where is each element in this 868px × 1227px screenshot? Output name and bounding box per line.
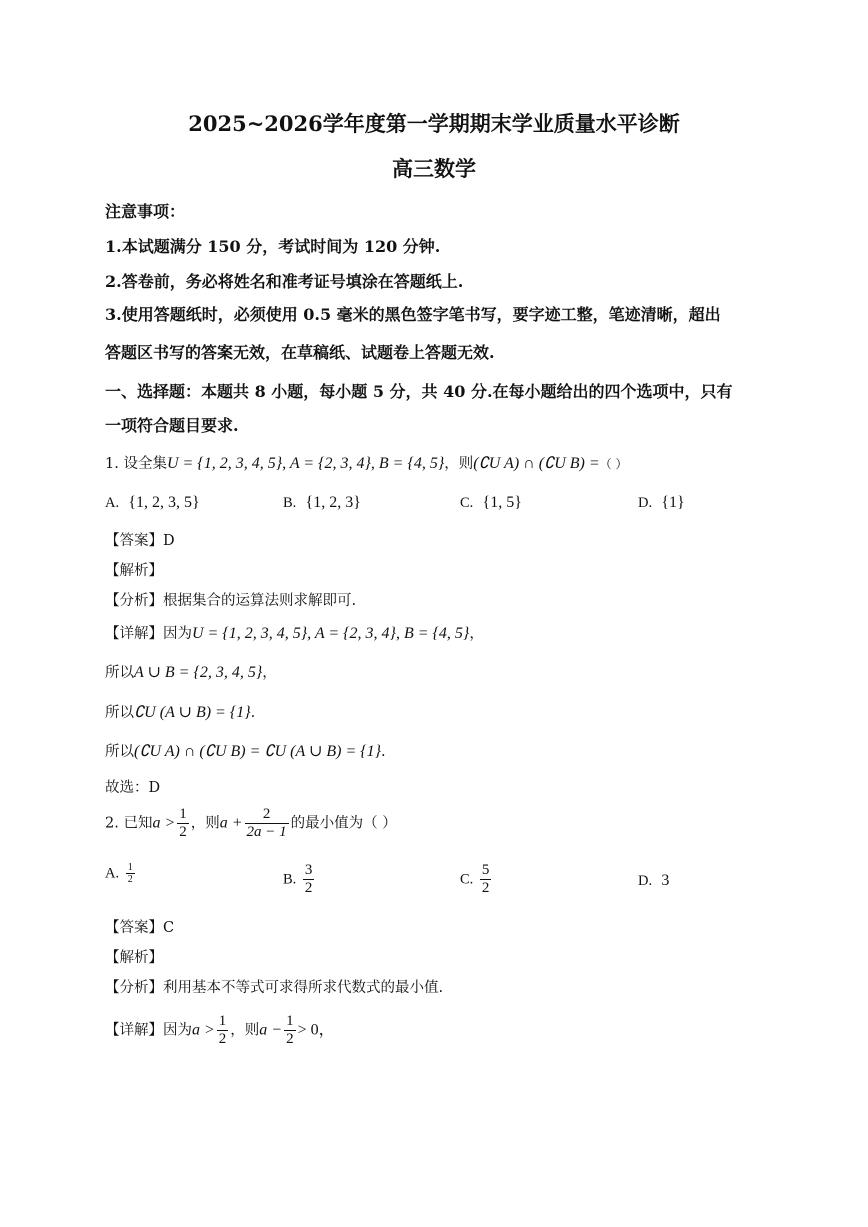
step-prefix: 所以 — [105, 744, 134, 760]
option-fraction — [126, 862, 135, 885]
section-heading-line-2: 一项符合题目要求. — [105, 416, 239, 435]
question-1-answer: 【答案】D — [105, 533, 175, 549]
note-item-1: 1.本试题满分 150 分，考试时间为 120 分钟. — [105, 237, 441, 256]
option-label: C. — [460, 871, 474, 888]
detail-condition-fraction — [217, 1013, 229, 1048]
option-value: 3 — [661, 872, 670, 889]
step-tail: . — [250, 705, 256, 721]
option-value: {1, 2, 3, 5} — [128, 494, 200, 511]
detail-heading: 【详解】因为 — [105, 626, 192, 642]
step-expression: A ∪ B = {2, 3, 4, 5} — [134, 664, 263, 681]
question-1-analysis-heading: 【解析】 — [105, 563, 163, 579]
question-1-step-1 — [105, 661, 277, 682]
question-2-answer: 【答案】C — [105, 920, 175, 936]
question-1-step-3 — [105, 740, 386, 761]
fraction-denominator: 2a − 1 — [246, 824, 287, 840]
option-label: D. — [638, 873, 653, 889]
option-value: {1, 5} — [482, 494, 522, 511]
step-tail: ， — [262, 665, 277, 681]
fraction-numerator: 2 — [262, 806, 271, 822]
option-label: A. — [105, 495, 120, 511]
note-item-2: 2.答卷前，务必将姓名和准考证号填涂在答题纸上. — [105, 272, 464, 291]
fraction-numerator: 1 — [127, 862, 133, 873]
question-1-set-definition: U = {1, 2, 3, 4, 5}, A = {2, 3, 4}, B = {4, 5} — [166, 455, 445, 472]
notes-heading: 注意事项： — [105, 202, 186, 221]
step-expression: ∁U (A ∪ B) = {1} — [134, 704, 251, 721]
question-1-stem — [105, 452, 627, 473]
detail-expression: U = {1, 2, 3, 4, 5}, A = {2, 3, 4}, B = {4, 5} — [192, 625, 470, 642]
question-2-analysis-heading: 【解析】 — [105, 950, 163, 966]
question-2-analysis: 【分析】利用基本不等式可求得所求代数式的最小值. — [105, 980, 444, 996]
note-item-3-line-2: 答题区书写的答案无效，在草稿纸、试题卷上答题无效. — [105, 343, 495, 362]
question-2-option-a — [105, 862, 137, 885]
fraction-numerator: 5 — [481, 862, 490, 878]
question-2-mid: ，则 — [190, 815, 220, 832]
fraction-denominator: 2 — [481, 880, 490, 896]
detail-heading: 【详解】因为 — [105, 1022, 192, 1039]
question-2-detail — [105, 1013, 335, 1048]
detail-mid: ，则 — [230, 1022, 260, 1039]
fraction-denominator: 2 — [218, 1031, 227, 1047]
option-label: B. — [283, 871, 297, 888]
question-1-option-c — [460, 494, 522, 512]
fraction-numerator: 1 — [179, 806, 187, 822]
detail-tail: > 0， — [297, 1021, 335, 1039]
question-1-option-b — [283, 494, 361, 512]
question-1-mid: ，则 — [444, 456, 474, 472]
question-1-option-a — [105, 494, 200, 512]
option-fraction — [480, 862, 492, 897]
question-1-choice: 故选：D — [105, 780, 161, 796]
step-prefix: 所以 — [105, 705, 134, 721]
option-fraction — [303, 862, 315, 897]
step-prefix: 所以 — [105, 665, 134, 681]
question-1-analysis: 【分析】根据集合的运算法则求解即可. — [105, 593, 357, 609]
question-2-stem — [105, 806, 397, 841]
fraction-denominator: 2 — [127, 874, 133, 885]
option-label: A. — [105, 865, 120, 882]
step-tail: . — [381, 744, 386, 760]
fraction-numerator: 3 — [304, 862, 313, 878]
fraction-numerator: 1 — [286, 1013, 294, 1029]
page-title: 2025~2026学年度第一学期期末学业质量水平诊断 — [188, 111, 680, 136]
question-1-expression: (∁U A) ∩ (∁U B) = — [473, 455, 600, 472]
detail-expression: a − — [259, 1021, 283, 1039]
note-item-3-line-1: 3.使用答题纸时，必须使用 0.5 毫米的黑色签字笔书写，要字迹工整，笔迹清晰，超出 — [105, 305, 721, 324]
question-2-expression-fraction — [245, 806, 289, 841]
option-label: B. — [283, 495, 297, 511]
question-1-prefix: 1. 设全集 — [105, 456, 167, 472]
question-2-tail: 的最小值为（ ） — [290, 815, 397, 832]
option-value: {1, 2, 3} — [305, 494, 361, 511]
detail-expression-fraction — [284, 1013, 296, 1048]
question-2-option-d — [638, 872, 669, 890]
detail-tail: ， — [469, 626, 484, 642]
question-2-prefix: 2. 已知 — [105, 815, 153, 832]
fraction-denominator: 2 — [179, 824, 187, 840]
option-label: D. — [638, 495, 653, 511]
fraction-denominator: 2 — [304, 880, 313, 896]
step-expression: (∁U A) ∩ (∁U B) = ∁U (A ∪ B) = {1} — [134, 743, 382, 760]
question-1-detail — [105, 622, 484, 643]
option-value: {1} — [661, 494, 685, 511]
question-2-condition-fraction — [177, 806, 189, 841]
fraction-denominator: 2 — [286, 1031, 294, 1047]
fraction-numerator: 1 — [218, 1013, 227, 1029]
question-1-blank: （ ） — [599, 457, 628, 471]
section-heading-line-1: 一、选择题：本题共 8 小题，每小题 5 分，共 40 分.在每小题给出的四个选项中，只有 — [105, 382, 733, 401]
question-2-option-b — [283, 862, 316, 897]
question-2-option-c — [460, 862, 493, 897]
question-2-expression: a + — [219, 814, 243, 832]
question-1-option-d — [638, 494, 685, 512]
question-1-step-2 — [105, 701, 255, 722]
question-2-condition: a > — [152, 814, 176, 832]
option-label: C. — [460, 495, 474, 511]
page-subtitle: 高三数学 — [392, 156, 476, 181]
detail-condition: a > — [192, 1021, 215, 1039]
